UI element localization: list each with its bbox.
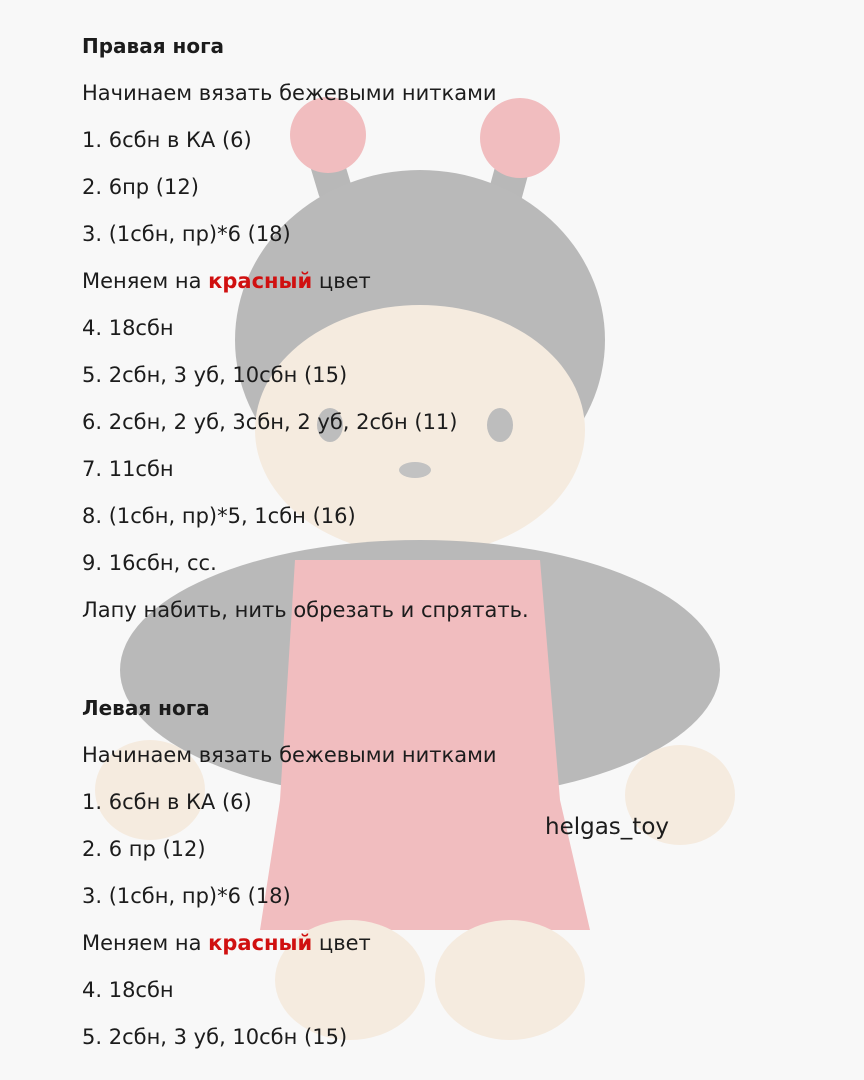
pattern-row: 7. 11сбн: [82, 457, 174, 481]
color-word-red: красный: [208, 269, 313, 293]
start-instruction: Начинаем вязать бежевыми нитками: [82, 81, 497, 105]
color-change-text: цвет: [312, 931, 371, 955]
start-instruction: Начинаем вязать бежевыми нитками: [82, 743, 497, 767]
color-change-instruction: [82, 930, 371, 956]
pattern-row: 5. 2сбн, 3 уб, 10сбн (15): [82, 363, 348, 387]
pattern-row: 1. 6сбн в КА (6): [82, 790, 252, 814]
pattern-row: 6. 2сбн, 2 уб, 3сбн, 2 уб, 2сбн (11): [82, 410, 458, 434]
color-word-red: красный: [208, 931, 313, 955]
pattern-row: 4. 18сбн: [82, 978, 174, 1002]
pattern-row: 1. 6сбн в КА (6): [82, 128, 252, 152]
section-title-left-leg: Левая нога: [82, 696, 210, 720]
color-change-text: Меняем на: [82, 931, 209, 955]
section-title-right-leg: Правая нога: [82, 34, 225, 58]
color-change-text: Меняем на: [82, 269, 209, 293]
pattern-row: 5. 2сбн, 3 уб, 10сбн (15): [82, 1025, 348, 1049]
pattern-row: 3. (1сбн, пр)*6 (18): [82, 884, 291, 908]
pattern-row: 2. 6пр (12): [82, 175, 199, 199]
watermark-handle: helgas_toy: [545, 814, 669, 840]
finish-instruction: Лапу набить, нить обрезать и спрятать.: [82, 598, 529, 622]
color-change-instruction: [82, 268, 371, 294]
pattern-row: 2. 6 пр (12): [82, 837, 206, 861]
pattern-row: 8. (1сбн, пр)*5, 1сбн (16): [82, 504, 356, 528]
pattern-row: 3. (1сбн, пр)*6 (18): [82, 222, 291, 246]
color-change-text: цвет: [312, 269, 371, 293]
pattern-row: 4. 18сбн: [82, 316, 174, 340]
pattern-row: 9. 16сбн, сс.: [82, 551, 217, 575]
